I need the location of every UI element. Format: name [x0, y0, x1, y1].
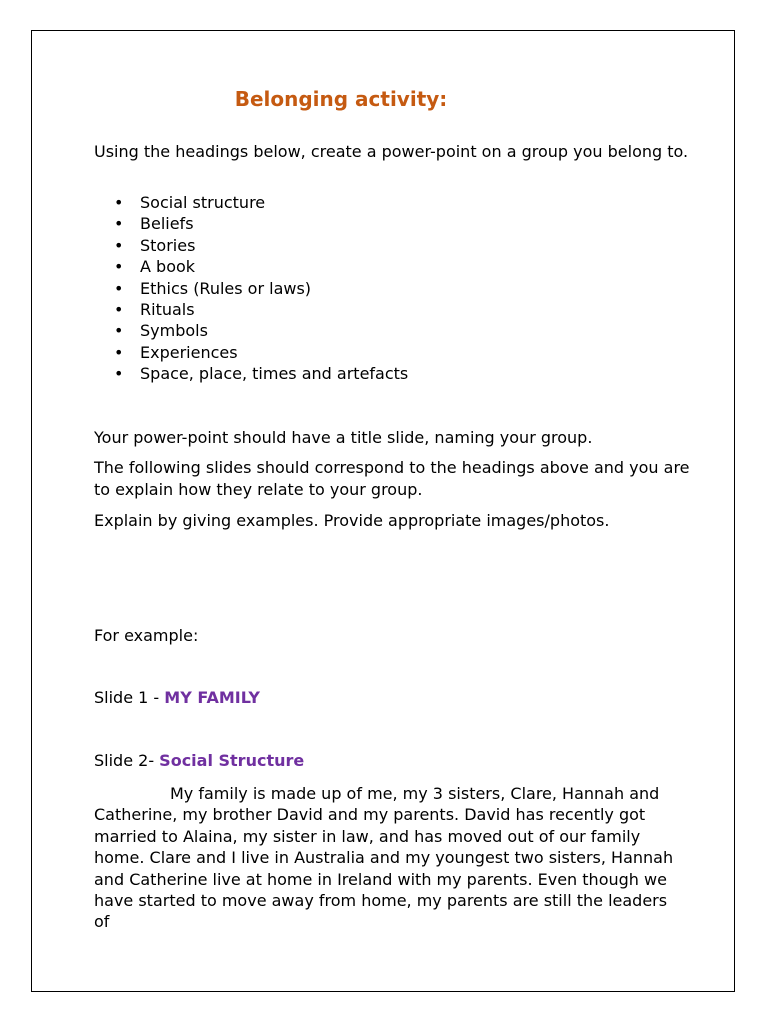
bullet-icon: •: [114, 321, 124, 341]
slide2-line: [94, 750, 304, 772]
list-item: • Rituals: [114, 300, 195, 320]
title-slide-instruction: Your power-point should have a title slide, naming your group.: [94, 428, 593, 447]
slide1-line: [94, 687, 260, 709]
list-item: • Stories: [114, 235, 196, 255]
headings-list: [94, 192, 694, 385]
list-item: • Beliefs: [114, 214, 194, 234]
slide2-body-paragraph: [94, 783, 684, 933]
list-item: • A book: [114, 257, 196, 277]
list-item: • Experiences: [114, 342, 238, 362]
list-item: • Ethics (Rules or laws): [114, 278, 312, 298]
list-item: • Social structure: [114, 193, 266, 212]
slide1-prefix: Slide 1 -: [94, 688, 165, 707]
list-item: • Symbols: [114, 321, 208, 341]
bullet-icon: •: [114, 364, 124, 384]
bullet-icon: •: [114, 278, 124, 298]
example-label: For example:: [94, 626, 199, 645]
slide2-title: Social Structure: [159, 751, 305, 770]
slide2-body-text: My family is made up of me, my 3 sisters, Clare, Hannah and Catherine, my brother David and my parents. David has recently got married to Alaina, my sister in law, and has moved out of our family home. Clare and I live in Australia and my youngest two sisters, Hannah and Catherine live at home in Ireland with my parents. Even though we have started to move away from home, my parents are still the leaders of: [94, 784, 674, 932]
document-title: Belonging activity:: [234, 87, 448, 111]
bullet-icon: •: [114, 300, 124, 320]
slide2-prefix: Slide 2-: [94, 751, 160, 770]
slide1-title: MY FAMILY: [164, 688, 260, 707]
list-item: • Space, place, times and artefacts: [114, 364, 409, 384]
examples-instruction: Explain by giving examples. Provide appropriate images/photos.: [94, 511, 610, 530]
bullet-icon: •: [114, 235, 124, 255]
bullet-icon: •: [114, 342, 124, 362]
document-page: [31, 30, 735, 992]
slides-instruction: The following slides should correspond to the headings above and you are to explain how they relate to your group.: [94, 458, 690, 499]
bullet-icon: •: [114, 193, 124, 212]
bullet-icon: •: [114, 214, 124, 234]
intro-paragraph: Using the headings below, create a power-point on a group you belong to.: [94, 142, 689, 161]
bullet-icon: •: [114, 257, 124, 277]
